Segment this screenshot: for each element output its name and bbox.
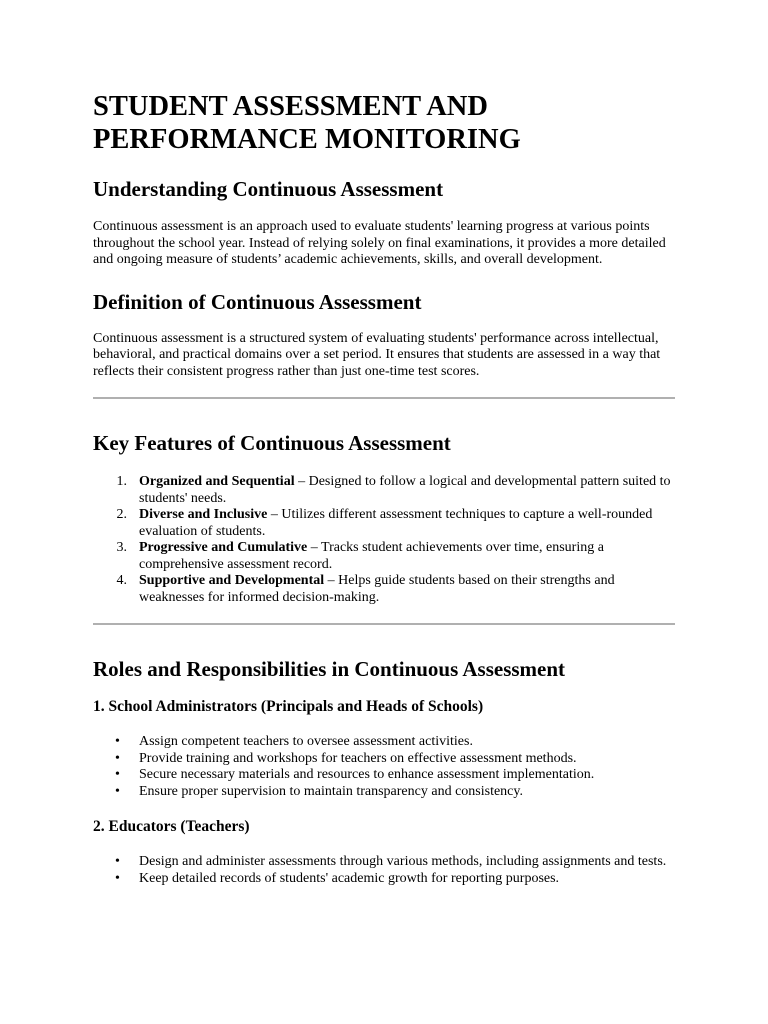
feature-term: Organized and Sequential [139,474,295,489]
bullet: • [115,783,120,799]
list-number: 1. [116,474,127,489]
document-page [93,90,675,887]
list-item [93,734,675,751]
list-item-text: Keep detailed records of students' academic growth for reporting purposes. [139,870,560,886]
horizontal-rule [93,397,675,399]
list-item-text: Ensure proper supervision to maintain transparency and consistency. [139,783,523,799]
list-item-text: Secure necessary materials and resources to enhance assessment implementation. [139,767,595,782]
feature-description: – Designed to follow a logical and developmental pattern suited to students' needs. [139,474,671,506]
feature-description: – Helps guide students based on their strengths and weaknesses for informed decision-making. [139,573,615,605]
list-number: 3. [116,540,127,555]
list-item-text: Assign competent teachers to oversee assessment activities. [139,734,473,749]
educators-list [93,854,675,887]
section-heading-definition: Definition of Continuous Assessment [93,289,422,314]
feature-description: – Utilizes different assessment techniques to capture a well-rounded evaluation of students. [139,507,653,539]
bullet: • [115,767,120,782]
subheading-educators: 2. Educators (Teachers) [93,818,250,835]
paragraph-understanding: Continuous assessment is an approach used to evaluate students' learning progress at various points throughout the school year. Instead of relying solely on final examinations, it provides a more detailed and ongoing measure of students’ academic achievements, skills, and overall development. [93,219,666,267]
list-item [93,871,675,888]
bullet: • [115,734,120,749]
administrators-list [93,734,675,800]
subheading-administrators: 1. School Administrators (Principals and Heads of Schools) [93,698,484,715]
section-heading-understanding: Understanding Continuous Assessment [93,177,444,201]
list-number: 2. [116,507,127,522]
list-item-text: Provide training and workshops for teachers on effective assessment methods. [139,750,577,766]
bullet: • [115,750,120,766]
bullet: • [115,870,120,886]
bullet: • [115,854,120,869]
list-item [93,854,675,871]
horizontal-rule [93,623,675,625]
feature-term: Supportive and Developmental [139,573,325,588]
list-item [93,573,675,606]
list-item [93,751,675,768]
list-item [93,474,675,507]
list-item [93,507,675,540]
feature-term: Diverse and Inclusive [139,507,268,522]
section-heading-key-features: Key Features of Continuous Assessment [93,431,451,455]
paragraph-definition: Continuous assessment is a structured system of evaluating students' performance across intellectual, behavioral, and practical domains over a set period. It ensures that students are assessed in a way that reflects their consistent progress rather than just one-time test scores. [93,330,661,379]
list-item [93,540,675,573]
list-item [93,767,675,784]
list-item-text: Design and administer assessments through various methods, including assignments and tests. [139,854,667,869]
section-heading-roles: Roles and Responsibilities in Continuous Assessment [93,657,566,681]
key-features-list [93,474,675,606]
list-item [93,784,675,801]
feature-description: – Tracks student achievements over time, ensuring a comprehensive assessment record. [139,540,604,572]
list-number: 4. [116,573,127,588]
feature-term: Progressive and Cumulative [139,540,308,555]
title-line-1: STUDENT ASSESSMENT AND [93,91,488,122]
document-title [93,90,675,156]
title-line-2: PERFORMANCE MONITORING [93,124,521,155]
